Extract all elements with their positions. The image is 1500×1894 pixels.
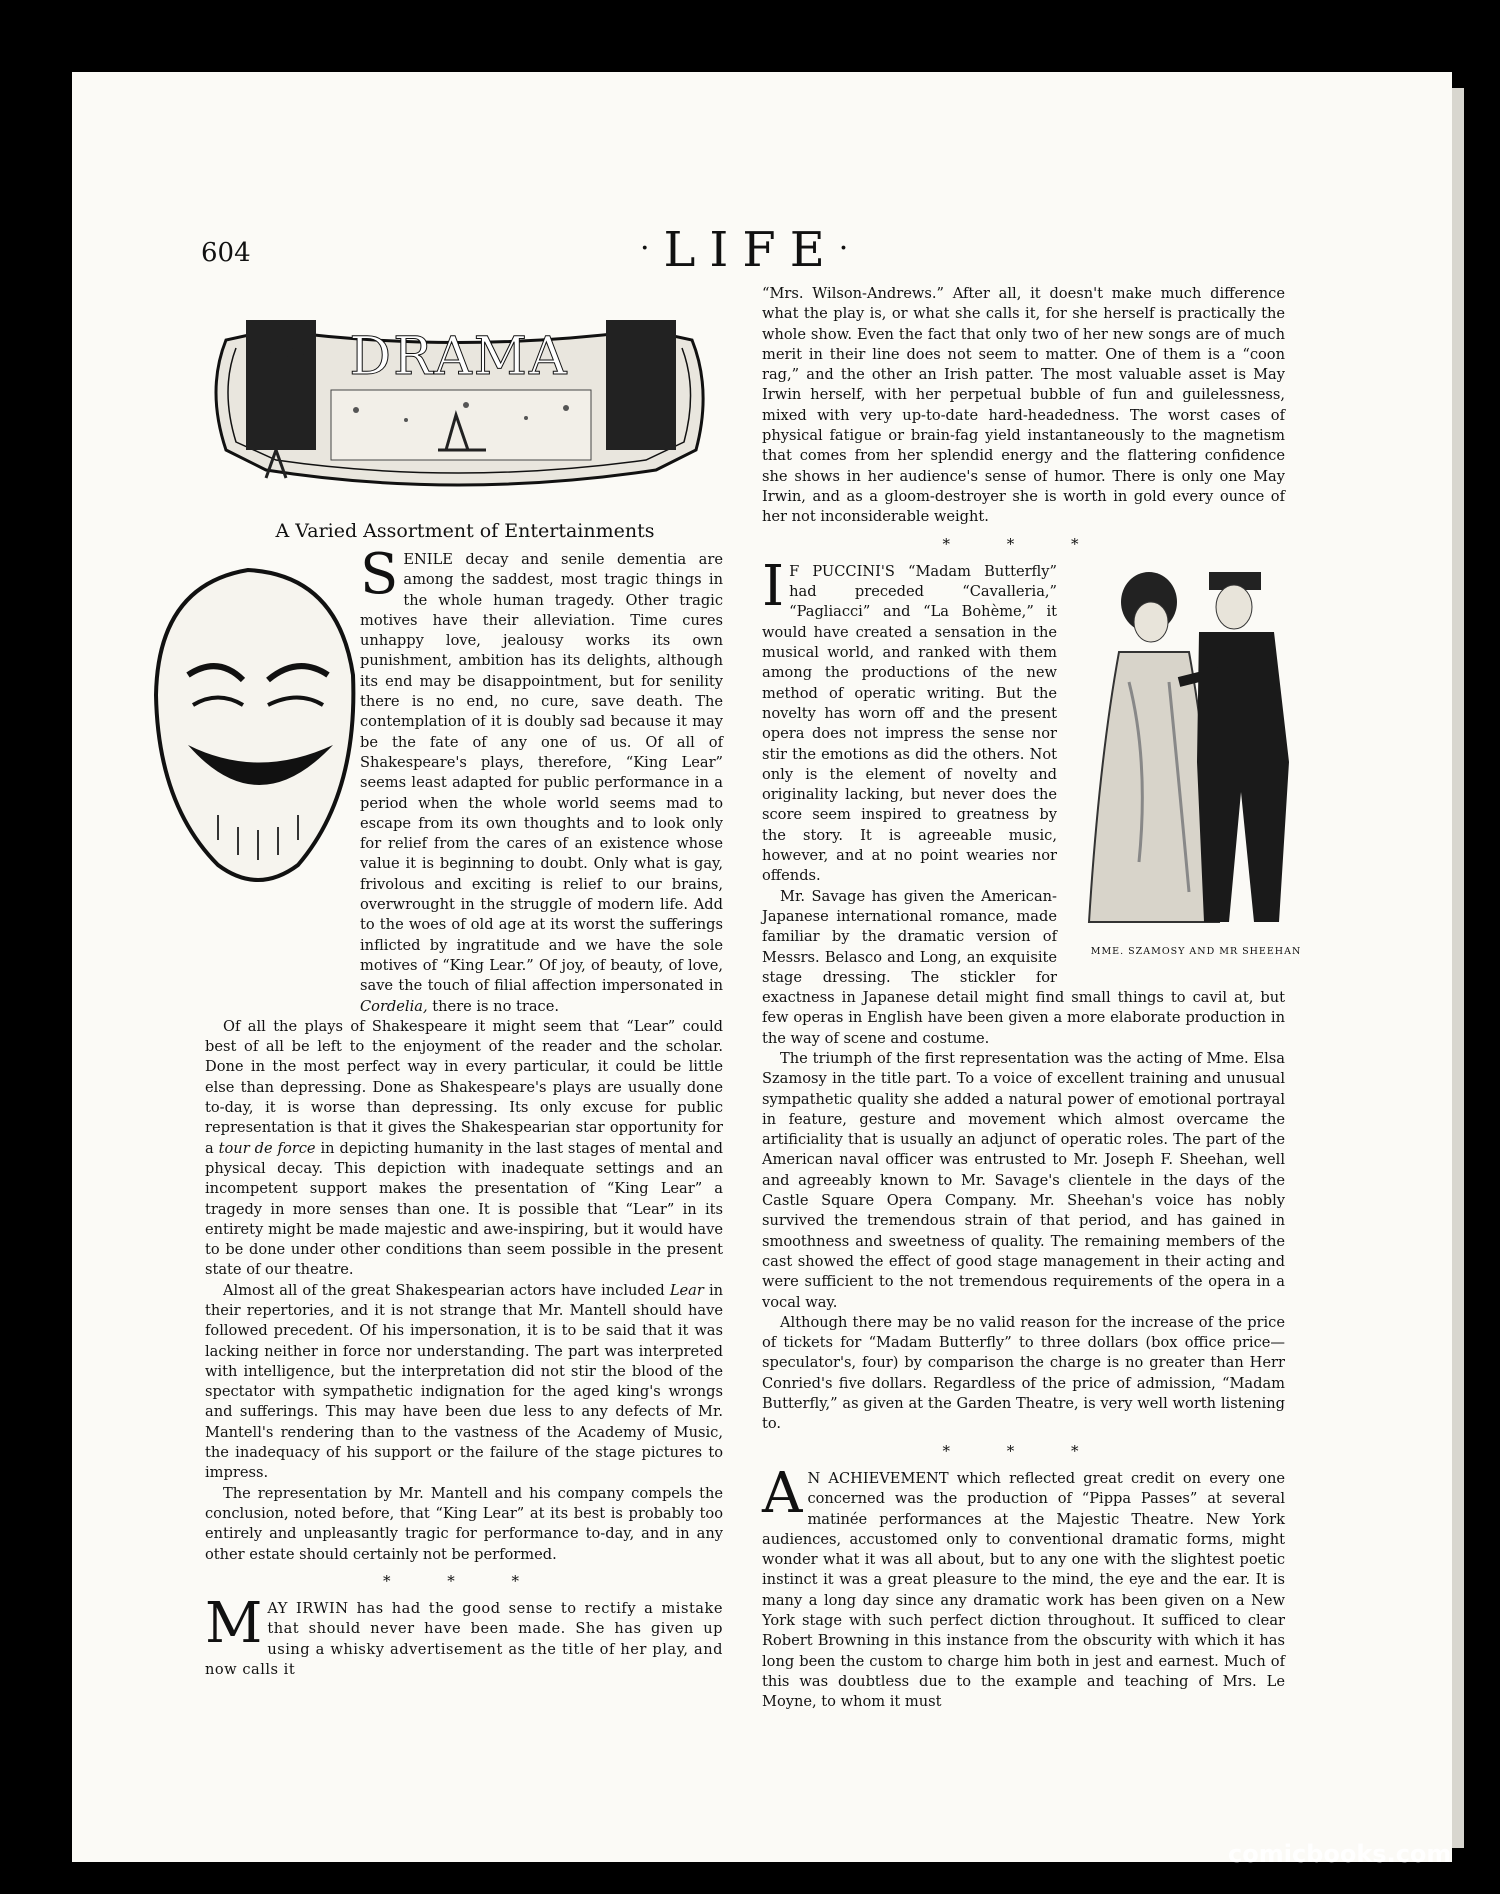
next-page-edge <box>1452 88 1464 1848</box>
paragraph <box>205 1281 723 1484</box>
masthead-title: LIFE <box>663 222 839 278</box>
paragraph: Mr. Savage has given the American-Japanese international romance, made familiar by the dramatic version of Messrs. Belasco and Long, an exquisite stage dressing. The stickler for exactness in Japanese detail might find small things to cavil at, but few operas in English have been given a more elaborate production in the way of scene and costume. <box>762 887 1285 1047</box>
left-column <box>205 542 724 1680</box>
drop-cap: A <box>762 1460 803 1526</box>
article-title: A Varied Assortment of Entertainments <box>275 520 655 542</box>
paragraph <box>205 542 723 1017</box>
paragraph: The triumph of the first representation was the acting of Mme. Elsa Szamosy in the title part. To a voice of excellent training and unusual sympathetic quality she added a natural power of emotional portrayal in feature, gesture and movement which almost overcame the artificiality that is usually an adjunct of operatic roles. The part of the American naval officer was entrusted to Mr. Joseph F. Sheehan, well and agreeably known to Mr. Savage's clientele in the days of the Castle Square Opera Company. Mr. Sheehan's voice has nobly survived the tremendous strain of that period, and has gained in smoothness and sweetness of quality. The remaining members of the cast showed the effect of good stage management in their acting and were sufficient to the not tremendous requirements of the opera in a vocal way. <box>762 1049 1285 1311</box>
right-column <box>762 284 1302 1712</box>
paragraph: Although there may be no valid reason for the increase of the price of tickets for “Madam Butterfly” to three dollars (box office price—speculator's, four) by comparison the charge is no greater than Herr Conried's five dollars. Regardless of the price of admission, “Madam Butterfly,” as given at the Garden Theatre, is very well worth listening to. <box>762 1313 1285 1433</box>
section-divider: * * * <box>942 1441 1105 1460</box>
paragraph-text: ENILE decay and senile dementia are among the saddest, most tragic things in the whole human tragedy. Other tragic motives have their alleviation. Time cures unhappy love, jealousy works its own punishment, ambition has its delights, although its end may be disappointment, but for senility there is no end, no cure, save death. The contemplation of it is doubly sad because it may be the fate of any one of us. Of all of Shakespeare's plays, therefore, “King Lear” seems least adapted for public performance in a period when the whole world seems mad to escape from its own thoughts and to look only for relief from the cares of an existence whose value it is beginning to doubt. Only what is gay, frivolous and exciting is relief to our brains, overwrought in the struggle of modern life. Add to the woes of old age at its worst the sufferings inflicted by ingratitude and we have the sole motives of “King Lear.” Of joy, of beauty, of love, save the touch of filial affection impersonated in <box>360 551 723 995</box>
paragraph-text: N ACHIEVEMENT which reflected great credit on every one concerned was the production of “Pippa Passes” at several matinée performances at the Majestic Theatre. New York audiences, accustomed only to conventional dramatic forms, might wonder what it was all about, but to any one with the slightest poetic instinct it was a great pleasure to the mind, the eye and the ear. It is many a long day since any dramatic work has been given on a New York stage with such perfect diction throughout. It sufficed to clear Robert Browning in this instance from the obscurity with which it has long been the custom to charge him both in jest and earnest. Much of this was doubtless due to the example and teaching of Mrs. Le Moyne, to whom it must <box>762 1469 1285 1711</box>
section-divider: * * * <box>942 534 1105 553</box>
italic-text: Cordelia, <box>360 997 428 1015</box>
drama-banner-illustration <box>206 300 712 496</box>
scan-border <box>1464 90 1500 1860</box>
photo-szamosy-sheehan <box>1079 562 1319 932</box>
paragraph-text: in depicting humanity in the last stages of mental and physical decay. This depiction with inadequate settings and an incompetent support makes the presentation of “King Lear” a tragedy in more senses than one. It is possible that “Lear” in its entirety might be made majestic and awe-inspiring, but it would have to be done under other conditions than seem possible in the present state of our theatre. <box>205 1139 724 1279</box>
section-divider: * * * <box>382 1571 546 1590</box>
italic-text: Lear <box>669 1281 704 1299</box>
paragraph: The representation by Mr. Mantell and his company compels the conclusion, noted before, that “King Lear” at its best is probably too entirely and unpleasantly tragic for performance to-day, and in any other estate should certainly not be performed. <box>205 1484 723 1563</box>
paragraph-text: F PUCCINI'S “Madam Butterfly” had preceded “Cavalleria,” “Pagliacci” and “La Bohème,” it would have created a sensation in the musical world, and ranked with them among the productions of the new method of operatic writing. But the novelty has worn off and the present opera does not impress the sense nor stir the emotions as did the others. Not only is the element of novelty and originality lacking, but never does the score seem inspired to greatness by the story. It is agreeable music, however, and at no point wearies nor offends. <box>762 562 1057 885</box>
paragraph-text: there is no trace. <box>432 997 559 1015</box>
watermark: comicbooks.com <box>1228 1840 1452 1868</box>
paragraph <box>762 1460 1285 1713</box>
italic-text: tour de force <box>218 1139 316 1157</box>
drop-cap: I <box>762 553 785 619</box>
paragraph-text: in their repertories, and it is not strange that Mr. Mantell should have followed precedent. Of his impersonation, it is to be said that it was lacking neither in force nor understanding. The part was interpreted with intelligence, but the interpretation did not stir the blood of the spectator with sympathetic indignation for the aged king's wrongs and sufferings. This may have been due less to any defects of Mr. Mantell's rendering than to the vastness of the Academy of Music, the inadequacy of his support or the failure of the stage pictures to impress. <box>205 1281 724 1482</box>
banner-title: DRAMA <box>349 327 569 387</box>
paragraph: “Mrs. Wilson-Andrews.” After all, it doesn't make much difference what the play is, or what she calls it, for she herself is practically the whole show. Even the fact that only two of her new songs are of much merit in their line does not seem to matter. One of them is a “coon rag,” and the other an Irish patter. The most valuable asset is May Irwin herself, with her perpetual bubble of fun and guilelessness, mixed with very up-to-date hard-headedness. The worst cases of physical fatigue or brain-fag yield instantaneously to the magnetism that comes from her splendid energy and the flattering confidence she shows in her audience's sense of humor. There is only one May Irwin, and as a gloom-destroyer she is worth in gold every ounce of her not inconsiderable weight. <box>762 285 1285 526</box>
photo-caption: MME. SZAMOSY AND MR SHEEHAN <box>1090 945 1302 957</box>
paragraph-text: Of all the plays of Shakespeare it might seem that “Lear” could best of all be left to the enjoyment of the reader and the scholar. Done in the most perfect way in every particular, it could be little else than depressing. Done as Shakespeare's plays are usually done to-day, it is worse than depressing. Its only excuse for public representation is that it gives the Shakespearian star opportunity for a <box>205 1017 723 1157</box>
paragraph-text: Almost all of the great Shakespearian actors have included <box>223 1281 665 1299</box>
page-number: 604 <box>201 238 251 268</box>
drop-cap: S <box>360 542 399 607</box>
photo-figure <box>1065 562 1327 972</box>
paragraph <box>205 1591 723 1680</box>
drop-cap: M <box>205 1591 263 1657</box>
paragraph <box>205 1017 723 1281</box>
masthead: ·LIFE· <box>640 222 863 278</box>
paragraph-text: AY IRWIN has had the good sense to rectify a mistake that should never have been made. She has given up using a whisky advertisement as the title of her play, and now calls it <box>205 1600 723 1679</box>
